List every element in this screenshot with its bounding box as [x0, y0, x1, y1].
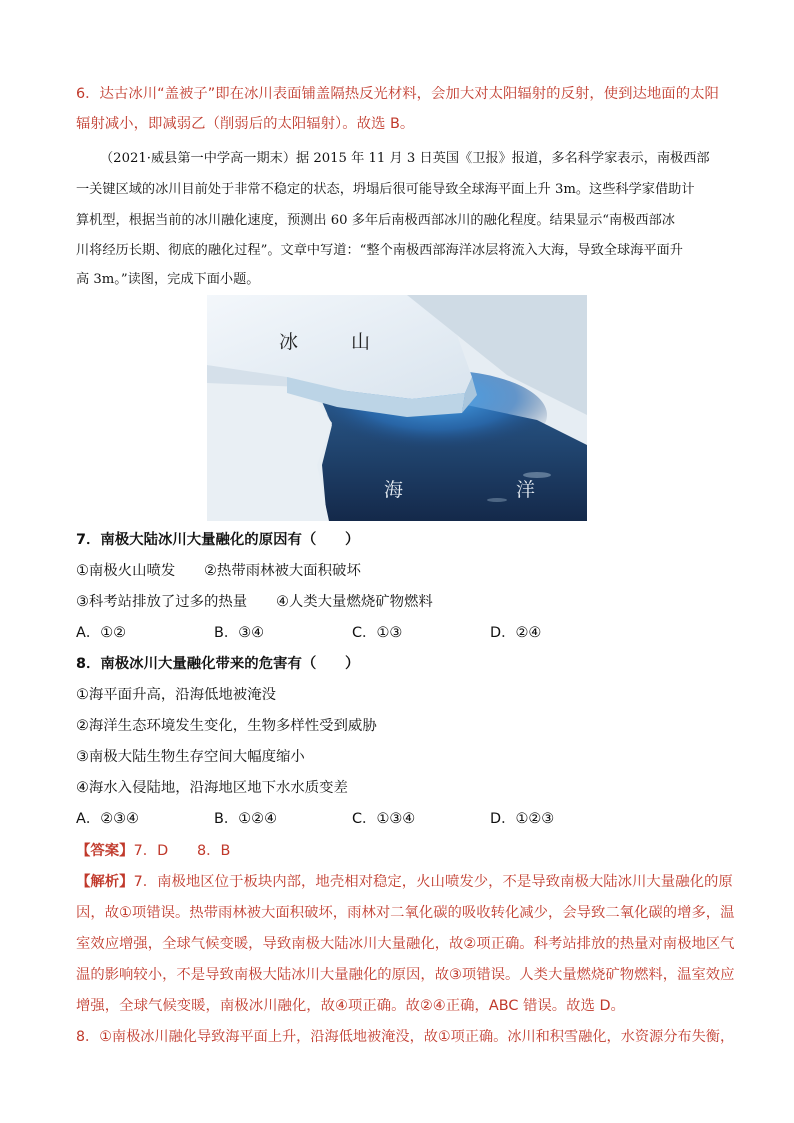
answer-line	[76, 841, 230, 861]
label-mountain: 山	[351, 331, 371, 353]
analysis-line-1	[76, 872, 733, 892]
q8-option-b: B．①②④	[214, 811, 277, 827]
passage-line-1: （2021·威县第一中学高一期末）据 2015 年 11 月 3 日英国《卫报》报道，多名科学家表示，南极西部	[100, 151, 710, 166]
label-sea: 海	[384, 479, 404, 501]
analysis-line-4: 温的影响较小，不是导致南极大陆冰川大量融化的原因，故③项错误。人类大量燃烧矿物燃料，温室效应	[76, 967, 735, 983]
answer-value: 7．D 8．B	[133, 843, 231, 859]
prev-q6-explanation-line2: 辐射减小，即减弱乙（削弱后的太阳辐射）。故选 B。	[76, 116, 415, 132]
q8-item-4: ④海水入侵陆地，沿海地区地下水水质变差	[76, 780, 348, 796]
q8-item-3: ③南极大陆生物生存空间大幅度缩小	[76, 749, 305, 765]
q7-option-c: C．①③	[352, 625, 403, 641]
q8-option-a: A．②③④	[76, 811, 139, 827]
passage-line-5: 高 3m。”读图，完成下面小题。	[76, 272, 260, 287]
label-ocean: 洋	[516, 479, 536, 501]
passage-line-4: 川将经历长期、彻底的融化过程”。文章中写道：“整个南极西部海洋冰层将流入大海，导致全球海平面升	[76, 243, 683, 258]
q7-items-line2: ③科考站排放了过多的热量 ④人类大量燃烧矿物燃料	[76, 594, 433, 610]
analysis-line-5: 增强，全球气候变暖，南极冰川融化，故④项正确。故②④正确，ABC 错误。故选 D。	[76, 998, 625, 1014]
q7-option-b: B．③④	[214, 625, 265, 641]
analysis-text-1: 7．南极地区位于板块内部，地壳相对稳定，火山喷发少，不是导致南极大陆冰川大量融化的原	[133, 874, 733, 890]
iceberg-photo	[207, 295, 587, 521]
q7-stem: 7．南极大陆冰川大量融化的原因有（ ）	[76, 532, 360, 548]
passage-line-3: 算机型，根据当前的冰川融化速度，预测出 60 多年后南极西部冰川的融化程度。结果显示“南极西部冰	[76, 213, 675, 228]
q8-item-2: ②海洋生态环境发生变化，生物多样性受到威胁	[76, 718, 377, 734]
q7-option-d: D．②④	[490, 625, 542, 641]
label-ice: 冰	[279, 331, 299, 353]
passage-line-2: 一关键区域的冰川目前处于非常不稳定的状态，坍塌后很可能导致全球海平面上升 3m。这些科学家借助计	[76, 182, 695, 197]
analysis-line-3: 室效应增强，全球气候变暖，导致南极大陆冰川大量融化，故②项正确。科考站排放的热量对南极地区气	[76, 936, 735, 952]
answer-label: 【答案】	[76, 843, 134, 859]
q8-stem: 8．南极冰川大量融化带来的危害有（ ）	[76, 656, 360, 672]
analysis-line-6: 8．①南极冰川融化导致海平面上升，沿海低地被淹没，故①项正确。冰川和积雪融化，水资源分布失衡，	[76, 1029, 735, 1045]
q8-option-d: D．①②③	[490, 811, 555, 827]
q7-option-a: A．①②	[76, 625, 127, 641]
q7-items-line1: ①南极火山喷发 ②热带雨林被大面积破坏	[76, 563, 361, 579]
prev-q6-explanation-line1: 6．达古冰川“盖被子”即在冰川表面铺盖隔热反光材料，会加大对太阳辐射的反射，使到达地面的太阳	[76, 86, 719, 102]
q8-option-c: C．①③④	[352, 811, 416, 827]
analysis-line-2: 因，故①项错误。热带雨林被大面积破坏，雨林对二氧化碳的吸收转化减少，会导致二氧化碳的增多，温	[76, 905, 735, 921]
q8-item-1: ①海平面升高，沿海低地被淹没	[76, 687, 276, 703]
analysis-label: 【解析】	[76, 874, 134, 890]
